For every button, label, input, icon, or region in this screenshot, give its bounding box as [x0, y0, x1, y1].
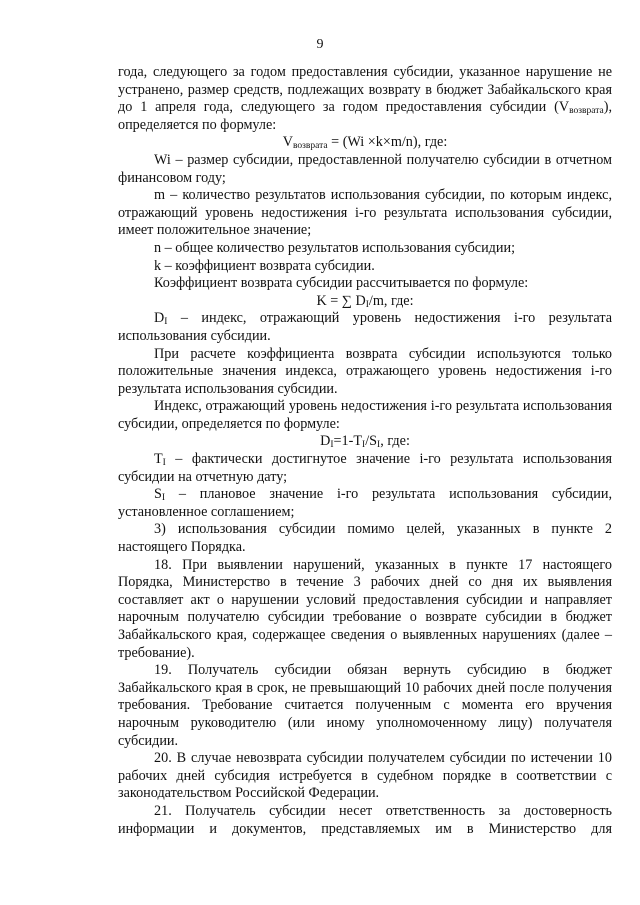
item-3: 3) использования субсидии помимо целей, указанных в пункте 2 настоящего Порядка.: [118, 521, 612, 556]
definition-di: $D_I$ – индекс, отражающий уровень недостижения i-го результата использования субсидии.: [118, 310, 612, 344]
definition-m: m – количество результатов использования субсидии, по которым индекс, отражающий уровень недостижения i-го результата использования субсидии, имеет положительное значение;: [118, 187, 612, 239]
paragraph-20: 20. В случае невозврата субсидии получателем субсидии по истечении 10 рабочих дней субсидия истребуется в судебном порядке в соответствии с законодательством Российской Федерации.: [118, 750, 612, 802]
formula-index: $D_I=1-T_I/S_I$, где:: [320, 433, 410, 451]
definition-si: $S_I$ – плановое значение i-го результата использования субсидии, установленное соглашением;: [118, 486, 612, 520]
paragraph-19: 19. Получатель субсидии обязан вернуть субсидию в бюджет Забайкальского края в срок, не превышающий 10 рабочих дней после получения требования. Требование считается полученным с момента его вручения нарочным руководителю (или иному уполномоченному лицу) получателя субсидии.: [118, 662, 612, 749]
paragraph-return-amount: года, следующего за годом предоставления субсидии, указанное нарушение не устранено, размер средств, подлежащих возврату в бюджет Забайкальского края до 1 апреля года, следующего за годом предоставления субсидии $(V_{возврата})$, определяется по формуле:: [118, 64, 612, 133]
definition-ti: $T_I$ – фактически достигнутое значение i-го результата использования субсидии на отчетную дату;: [118, 451, 612, 485]
paragraph-21: 21. Получатель субсидии несет ответственность за достоверность информации и документов, представляемых им в Министерство для: [118, 802, 612, 837]
page-number: 9: [316, 37, 324, 52]
index-intro: Индекс, отражающий уровень недостижения i-го результата использования субсидии, определяется по формуле:: [118, 398, 612, 432]
definition-n: n – общее количество результатов использования субсидии;: [154, 239, 516, 256]
calculation-note: При расчете коэффициента возврата субсидии используются только положительные значения индекса, отражающего уровень недостижения i-го результата использования субсидии.: [118, 345, 612, 397]
paragraph-18: 18. При выявлении нарушений, указанных в пункте 17 настоящего Порядка, Министерство в течение 3 рабочих дней со дня их выявления составляет акт о нарушении условий предоставления субсидии и направляет нарочным получателю субсидии требование о возврате субсидии в бюджет Забайкальского края, содержащее сведения о выявленных нарушениях (далее – требование).: [118, 556, 612, 661]
formula-coefficient: K = ∑ $D_I/m$, где:: [316, 292, 414, 310]
body-text: [118, 64, 612, 838]
definition-k: k – коэффициент возврата субсидии.: [154, 257, 375, 274]
definition-wi: Wi – размер субсидии, предоставленной получателю субсидии в отчетном финансовом году;: [118, 151, 612, 186]
formula-return-amount: $V_{возврата} = (Wi \times k\times m/n)$, где:: [282, 134, 448, 152]
coefficient-intro: Коэффициент возврата субсидии рассчитывается по формуле:: [154, 275, 529, 292]
